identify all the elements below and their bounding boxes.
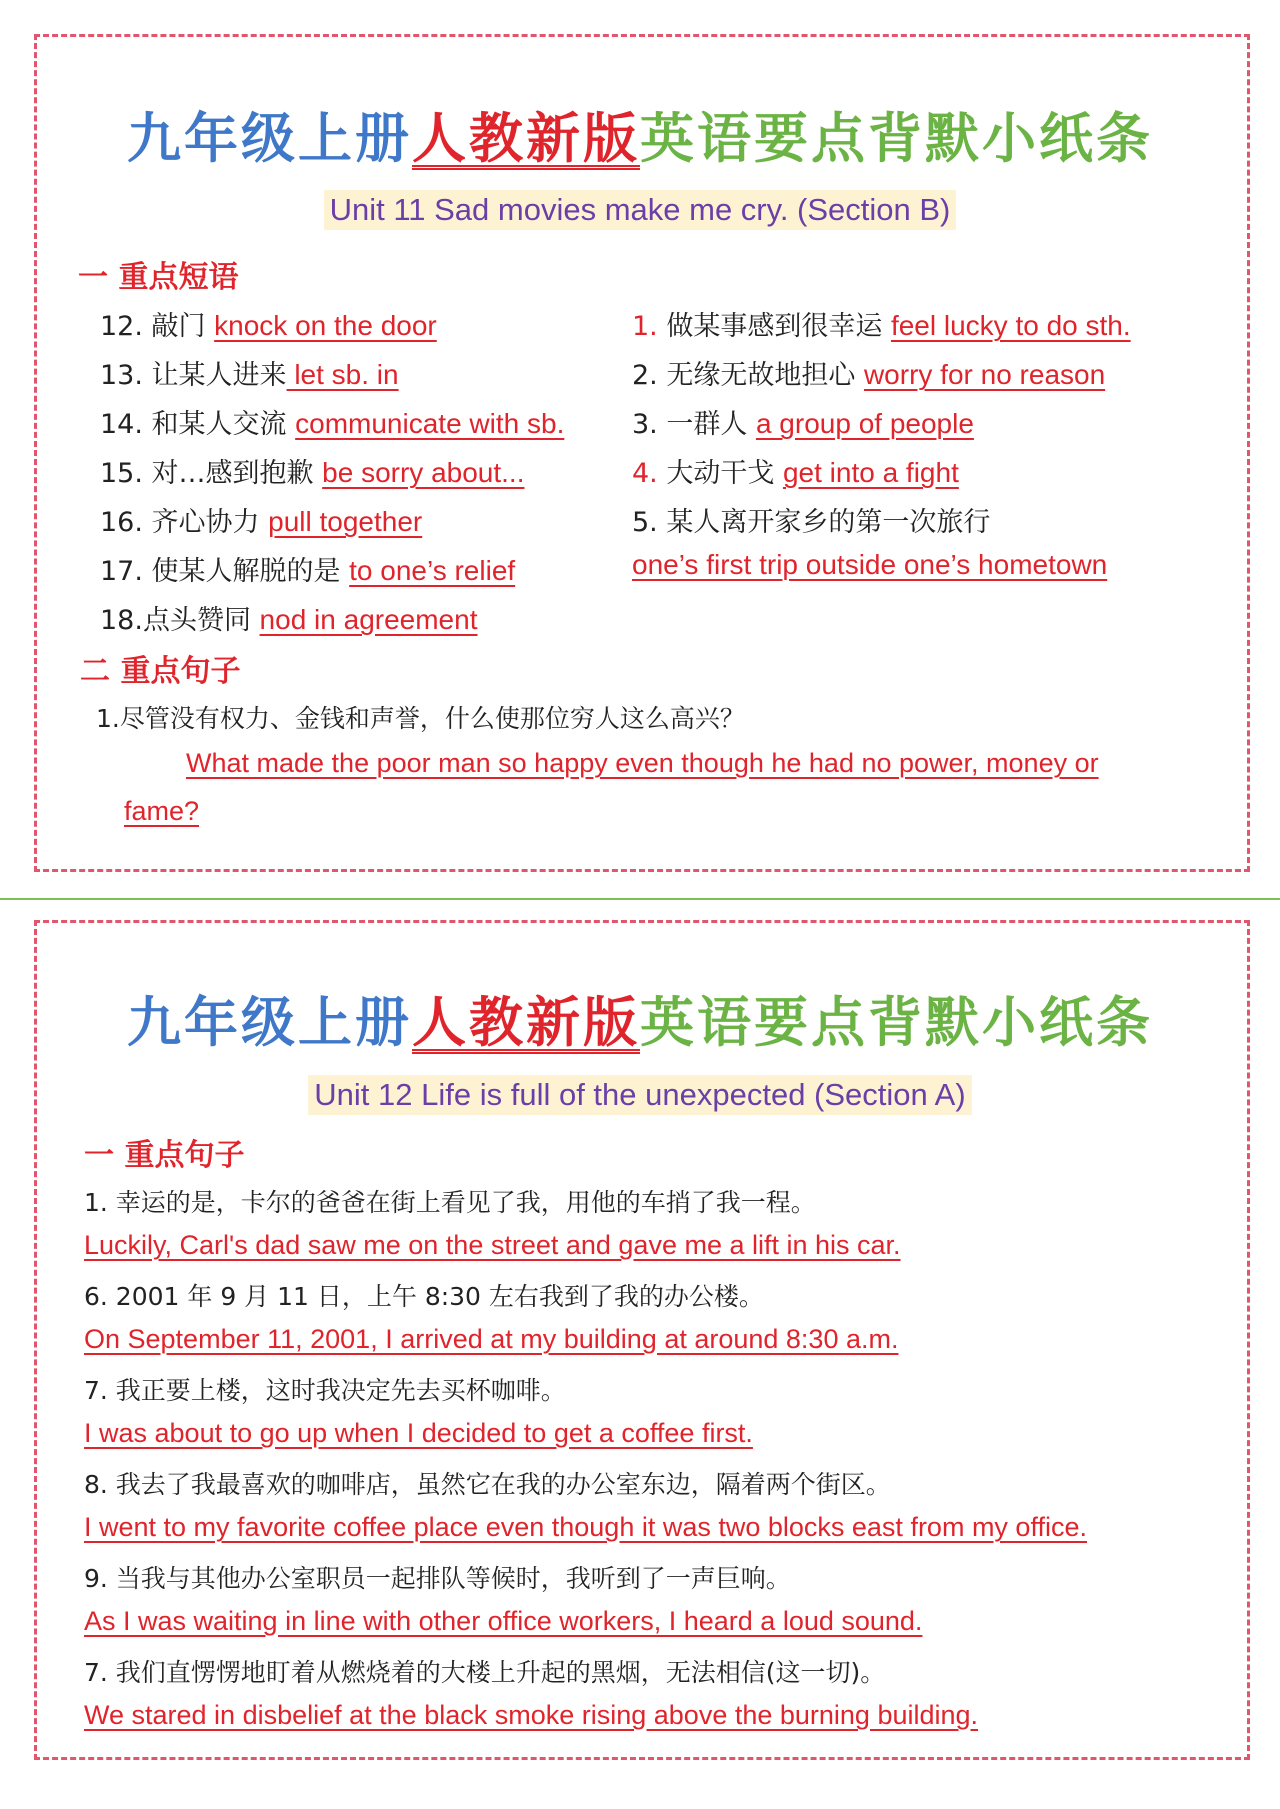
phrase-en: communicate with sb. [295, 408, 565, 439]
phrase-num: 13. [100, 360, 143, 391]
phrase-en: a group of people [755, 408, 974, 439]
section-heading-sentences: 一 重点句子 [84, 1138, 245, 1173]
sentence-cn: 1. 幸运的是，卡尔的爸爸在街上看见了我，用他的车捎了我一程。 [84, 1188, 816, 1217]
phrase-cn: 敲门 [151, 311, 206, 342]
page-title-2 [0, 980, 1280, 1057]
phrase-row [100, 598, 477, 637]
phrase-cn: 某人离开家乡的第一次旅行 [666, 507, 991, 538]
phrase-row [632, 353, 1105, 392]
sentence-en: We stared in disbelief at the black smoke rising above the burning building. [84, 1700, 979, 1730]
sentence-en: As I was waiting in line with other office workers, I heard a loud sound. [84, 1606, 923, 1636]
phrase-cn: 一群人 [666, 409, 748, 440]
phrase-en: worry for no reason [863, 359, 1106, 390]
phrase-num: 3. [632, 409, 658, 440]
phrase-en: let sb. in [286, 359, 399, 390]
phrase-row [632, 500, 990, 539]
unit-heading-2 [0, 1075, 1280, 1115]
title-part-edition: 人教新版 [412, 990, 640, 1054]
phrase-num: 12. [100, 311, 143, 342]
page-title-1 [0, 96, 1280, 173]
phrase-row [100, 402, 564, 441]
phrase-num: 17. [100, 556, 143, 587]
phrase-en: nod in agreement [259, 604, 478, 635]
phrase-num: 1. [632, 311, 658, 342]
sentence-cn: 9. 当我与其他办公室职员一起排队等候时，我听到了一声巨响。 [84, 1564, 791, 1593]
phrase-row [632, 402, 974, 441]
phrase-en: be sorry about... [322, 457, 525, 488]
sentence-cn: 7. 我们直愣愣地盯着从燃烧着的大楼上升起的黑烟，无法相信(这一切)。 [84, 1658, 886, 1687]
phrase-cn: 使某人解脱的是 [151, 556, 341, 587]
sentence-en: I went to my favorite coffee place even though it was two blocks east from my office. [84, 1512, 1087, 1542]
phrase-row [632, 451, 959, 490]
sentence-cn: 1.尽管没有权力、金钱和声誉，什么使那位穷人这么高兴？ [96, 704, 745, 733]
phrase-row [632, 304, 1131, 343]
phrase-cn: 和某人交流 [151, 409, 287, 440]
sentence-en-continued: fame? [124, 796, 200, 826]
phrase-cn: 无缘无故地担心 [666, 360, 856, 391]
phrase-en: to one’s relief [349, 555, 516, 586]
phrase-row [100, 451, 524, 490]
phrase-en: feel lucky to do sth. [890, 310, 1131, 341]
section-heading-sentences: 二 重点句子 [80, 654, 241, 689]
phrase-en: one’s first trip outside one’s hometown [632, 549, 1108, 580]
phrase-cn: 对…感到抱歉 [151, 458, 314, 489]
phrase-num: 18.点头赞同 [100, 605, 251, 636]
unit-title: Unit 11 Sad movies make me cry. (Section B) [324, 190, 957, 230]
phrase-en: knock on the door [214, 310, 437, 341]
sentence-en: I was about to go up when I decided to get a coffee first. [84, 1418, 753, 1448]
phrase-cn: 让某人进来 [151, 360, 287, 391]
sentence-cn: 7. 我正要上楼，这时我决定先去买杯咖啡。 [84, 1376, 566, 1405]
sentence-en: Luckily, Carl's dad saw me on the street and gave me a lift in his car. [84, 1230, 901, 1260]
sentence-cn: 8. 我去了我最喜欢的咖啡店，虽然它在我的办公室东边，隔着两个街区。 [84, 1470, 891, 1499]
title-part-grade: 九年级上册 [127, 990, 412, 1054]
unit-heading-1 [0, 190, 1280, 230]
section-heading-phrases: 一 重点短语 [78, 260, 239, 295]
title-part-topic: 英语要点背默小纸条 [640, 990, 1153, 1054]
title-part-edition: 人教新版 [412, 106, 640, 170]
sentence-cn: 6. 2001 年 9 月 11 日，上午 8:30 左右我到了我的办公楼。 [84, 1282, 764, 1311]
phrase-row [100, 353, 399, 392]
phrase-row [100, 549, 515, 588]
phrase-row [632, 549, 1107, 581]
phrase-num: 2. [632, 360, 658, 391]
phrase-num: 5. [632, 507, 658, 538]
phrase-row [100, 500, 422, 539]
phrase-num: 14. [100, 409, 143, 440]
sentence-en: On September 11, 2001, I arrived at my building at around 8:30 a.m. [84, 1324, 899, 1354]
phrase-cn: 齐心协力 [151, 507, 260, 538]
unit-title: Unit 12 Life is full of the unexpected (Section A) [308, 1075, 971, 1115]
phrase-num: 15. [100, 458, 143, 489]
section-divider [0, 898, 1280, 900]
phrase-row [100, 304, 437, 343]
phrase-cn: 大动干戈 [666, 458, 775, 489]
phrase-num: 16. [100, 507, 143, 538]
phrase-cn: 做某事感到很幸运 [666, 311, 883, 342]
phrase-en: get into a fight [782, 457, 959, 488]
sentence-en: What made the poor man so happy even though he had no power, money or [186, 748, 1099, 778]
phrase-num: 4. [632, 458, 658, 489]
title-part-topic: 英语要点背默小纸条 [640, 106, 1153, 170]
title-part-grade: 九年级上册 [127, 106, 412, 170]
phrase-en: pull together [268, 506, 423, 537]
